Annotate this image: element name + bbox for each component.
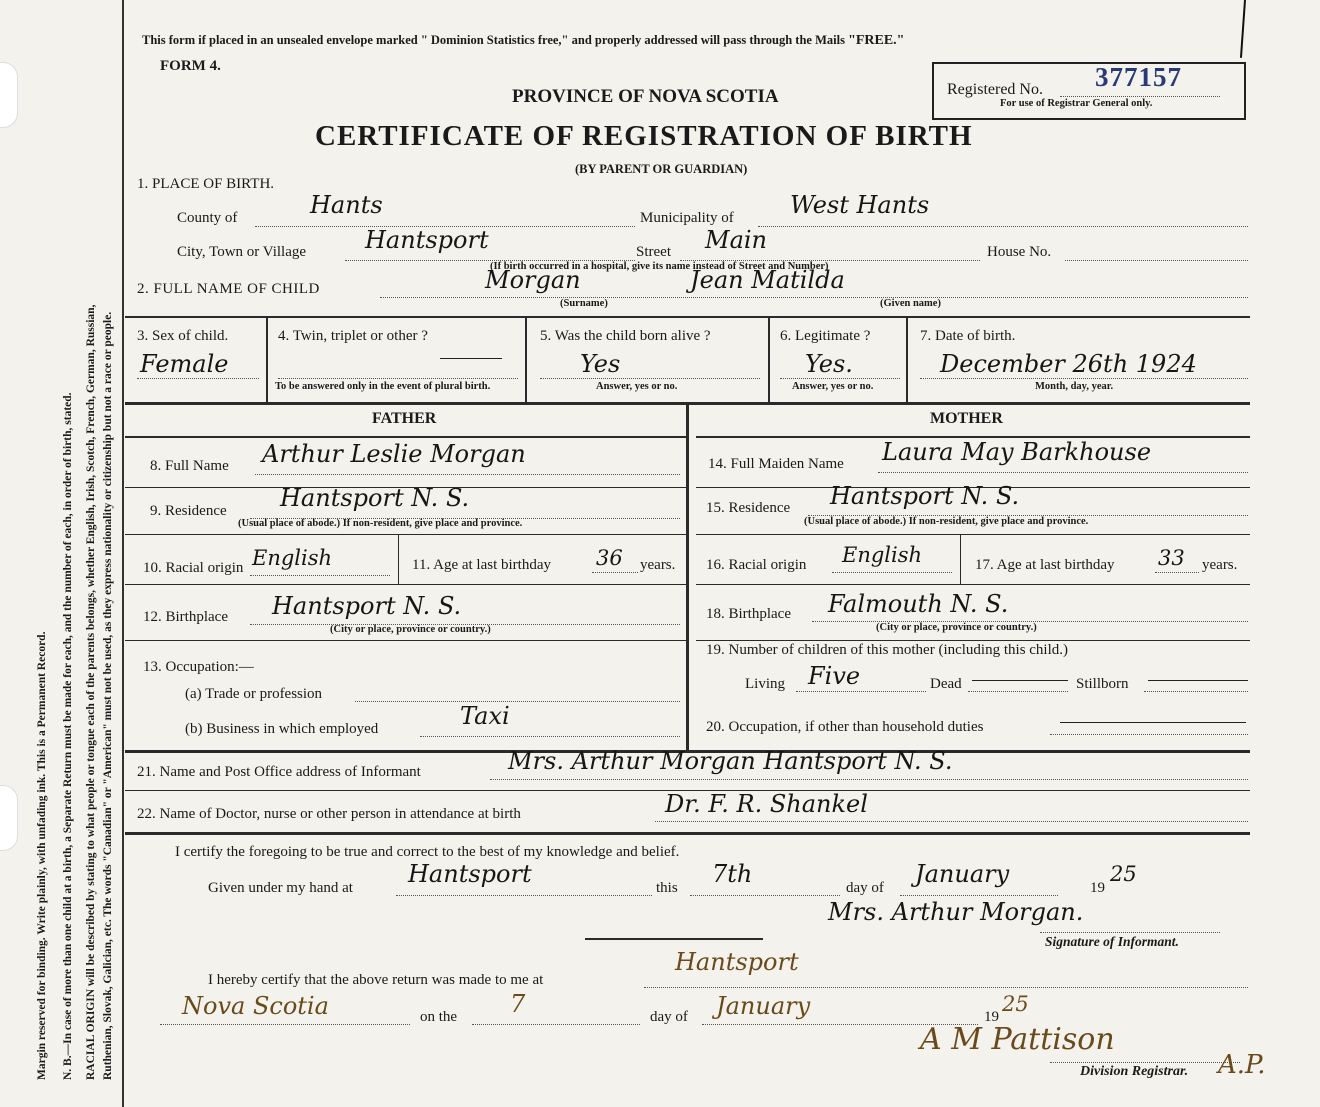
mail-notice: This form if placed in an unsealed envelope marked " Dominion Statistics free," and properly addressed will pass through the Mails "FREE." bbox=[142, 33, 905, 48]
house-number-label: House No. bbox=[987, 244, 1052, 260]
margin-note-racial-origin: RACIAL ORIGIN will be described by stating to what people or tongue each of the parents belongs, whether English, Irish, Scotch, French, German, Russian, bbox=[85, 304, 97, 1080]
father-rule-2 bbox=[125, 534, 686, 535]
legitimate-value: Yes. bbox=[805, 350, 853, 378]
sex-value: Female bbox=[140, 350, 229, 378]
cert-day-line bbox=[690, 895, 840, 896]
dob-label: 7. Date of birth. bbox=[920, 328, 1016, 344]
informant-signature-label: Signature of Informant. bbox=[1045, 934, 1179, 949]
mother-racial-label: 16. Racial origin bbox=[706, 557, 807, 573]
informant-signature: Mrs. Arthur Morgan. bbox=[828, 898, 1084, 926]
mother-residence-note: (Usual place of abode.) If non-resident, give place and province. bbox=[804, 516, 1089, 527]
cert-month-value: January bbox=[915, 860, 1010, 888]
surname-note: (Surname) bbox=[560, 298, 608, 309]
dob-line bbox=[920, 378, 1248, 379]
given-place-line bbox=[396, 895, 652, 896]
municipality-value: West Hants bbox=[790, 191, 930, 219]
margin-note-binding: Margin reserved for binding. Write plainly, with unfading ink. This is a Permanent Record. bbox=[36, 631, 48, 1080]
mother-age-line bbox=[1155, 572, 1199, 573]
twin-line bbox=[278, 378, 518, 379]
pen-mark bbox=[1240, 0, 1246, 58]
father-name-line bbox=[255, 474, 680, 475]
registrar-on-the-label: on the bbox=[420, 1009, 458, 1025]
father-rule-3 bbox=[125, 584, 686, 585]
father-birthplace-label: 12. Birthplace bbox=[143, 609, 228, 625]
street-value: Main bbox=[705, 226, 768, 254]
hospital-note: (If birth occurred in a hospital, give its name instead of Street and Number) bbox=[490, 261, 829, 272]
registrar-province-value: Nova Scotia bbox=[182, 992, 329, 1020]
father-rule-4 bbox=[125, 640, 686, 641]
mother-rule-3 bbox=[696, 584, 1250, 585]
mother-racial-value: English bbox=[842, 543, 923, 567]
twin-dash bbox=[440, 358, 502, 359]
attendant-line bbox=[655, 821, 1248, 822]
dob-value: December 26th 1924 bbox=[940, 350, 1197, 378]
mother-birthplace-value: Falmouth N. S. bbox=[828, 590, 1009, 618]
margin-note-racial-origin-cont: Ruthenian, Slovak, Galician, etc. The words "Canadian" or "American" must not be used, as they express nationality or citizenship but not a race or people. bbox=[102, 311, 114, 1080]
county-value: Hants bbox=[310, 191, 383, 219]
father-residence-value: Hantsport N. S. bbox=[280, 484, 470, 512]
punch-hole-bottom bbox=[0, 785, 18, 851]
alive-line bbox=[540, 378, 760, 379]
mother-rule-2 bbox=[696, 534, 1250, 535]
given-name-note: (Given name) bbox=[880, 298, 941, 309]
cert-month-line bbox=[900, 895, 1058, 896]
registrar-statement: I hereby certify that the above return was made to me at bbox=[208, 972, 544, 988]
registered-label: Registered No. bbox=[947, 81, 1043, 98]
divider-6-7 bbox=[906, 316, 908, 402]
stillborn-dash bbox=[1148, 680, 1248, 681]
dob-note: Month, day, year. bbox=[1035, 381, 1114, 392]
living-label: Living bbox=[745, 676, 785, 692]
father-years-label: years. bbox=[640, 557, 676, 573]
mother-age-value: 33 bbox=[1158, 546, 1185, 570]
city-label: City, Town or Village bbox=[177, 244, 307, 260]
registrar-day-value: 7 bbox=[510, 990, 526, 1018]
municipality-line bbox=[758, 226, 1248, 227]
father-trade-line bbox=[355, 701, 680, 702]
father-trade-label: (a) Trade or profession bbox=[185, 686, 323, 702]
attendant-value: Dr. F. R. Shankel bbox=[665, 790, 868, 818]
alive-value: Yes bbox=[580, 350, 621, 378]
divider-5-6 bbox=[768, 316, 770, 402]
legitimate-label: 6. Legitimate ? bbox=[780, 328, 871, 344]
twin-label: 4. Twin, triplet or other ? bbox=[278, 328, 428, 344]
child-name-label: 2. FULL NAME OF CHILD bbox=[137, 281, 320, 297]
father-birthplace-value: Hantsport N. S. bbox=[272, 592, 462, 620]
mother-occupation-dash bbox=[1060, 722, 1246, 723]
rule-above-child-details bbox=[125, 316, 1250, 318]
father-business-label: (b) Business in which employed bbox=[185, 721, 379, 737]
cert-day-value: 7th bbox=[712, 860, 753, 888]
registrar-year-prefix: 19 bbox=[984, 1009, 999, 1025]
mother-racial-line bbox=[832, 572, 952, 573]
mother-age-label: 17. Age at last birthday bbox=[975, 557, 1115, 573]
registrar-year-suffix: 25 bbox=[1002, 992, 1029, 1016]
father-occupation-label: 13. Occupation:— bbox=[143, 659, 254, 675]
mother-name-value: Laura May Barkhouse bbox=[882, 438, 1152, 466]
page-title: CERTIFICATE OF REGISTRATION OF BIRTH bbox=[315, 120, 973, 152]
dead-dash bbox=[972, 680, 1068, 681]
registrar-day-of-label: day of bbox=[650, 1009, 688, 1025]
attendant-label: 22. Name of Doctor, nurse or other person in attendance at birth bbox=[137, 806, 521, 822]
municipality-label: Municipality of bbox=[640, 210, 734, 226]
dead-label: Dead bbox=[930, 676, 962, 692]
father-age-label: 11. Age at last birthday bbox=[412, 557, 551, 573]
father-residence-label: 9. Residence bbox=[150, 503, 227, 519]
registrar-place-line bbox=[644, 987, 1248, 988]
registrar-note: For use of Registrar General only. bbox=[1000, 98, 1153, 109]
father-racial-label: 10. Racial origin bbox=[143, 560, 244, 576]
form-number: FORM 4. bbox=[160, 58, 221, 74]
mother-residence-value: Hantsport N. S. bbox=[830, 482, 1020, 510]
cert-year-prefix: 19 bbox=[1090, 880, 1105, 896]
father-heading: FATHER bbox=[372, 410, 437, 427]
father-business-line bbox=[420, 736, 680, 737]
informant-signature-line bbox=[1040, 932, 1220, 933]
divider-3-4 bbox=[266, 316, 268, 402]
punch-hole-top bbox=[0, 62, 18, 128]
given-place-value: Hantsport bbox=[408, 860, 532, 888]
mother-residence-label: 15. Residence bbox=[706, 500, 791, 516]
registrar-month-value: January bbox=[716, 992, 811, 1020]
sex-label: 3. Sex of child. bbox=[137, 328, 229, 344]
mother-name-label: 14. Full Maiden Name bbox=[708, 456, 844, 472]
county-label: County of bbox=[177, 210, 238, 226]
divider-4-5 bbox=[525, 316, 527, 402]
father-heading-rule bbox=[125, 436, 686, 438]
mother-racial-age-divider bbox=[960, 534, 961, 584]
informant-line bbox=[490, 779, 1248, 780]
registrar-place-value: Hantsport bbox=[675, 948, 799, 976]
informant-label: 21. Name and Post Office address of Informant bbox=[137, 764, 421, 780]
given-under-label: Given under my hand at bbox=[208, 880, 353, 896]
legitimate-note: Answer, yes or no. bbox=[792, 381, 874, 392]
alive-label: 5. Was the child born alive ? bbox=[540, 328, 711, 344]
father-business-value: Taxi bbox=[460, 702, 510, 730]
informant-value: Mrs. Arthur Morgan Hantsport N. S. bbox=[508, 747, 953, 775]
father-name-value: Arthur Leslie Morgan bbox=[262, 440, 526, 468]
mother-name-line bbox=[878, 472, 1248, 473]
house-number-line bbox=[1065, 260, 1248, 261]
child-given-names-value: Jean Matilda bbox=[690, 266, 845, 294]
margin-note-multiple-births: N. B.—In case of more than one child at a birth, a Separate Return must be made for each, and the number of each, in order of birth, stated. bbox=[62, 392, 74, 1080]
registrar-province-line bbox=[160, 1024, 410, 1025]
mother-occupation-label: 20. Occupation, if other than household duties bbox=[706, 719, 984, 735]
mother-occupation-line bbox=[1050, 734, 1248, 735]
mother-birthplace-label: 18. Birthplace bbox=[706, 606, 791, 622]
cert-day-of-label: day of bbox=[846, 880, 884, 896]
stillborn-label: Stillborn bbox=[1076, 676, 1129, 692]
registered-number: 377157 bbox=[1095, 62, 1182, 92]
registered-number-line bbox=[1060, 96, 1220, 97]
certification-statement: I certify the foregoing to be true and correct to the best of my knowledge and belief. bbox=[175, 844, 680, 860]
legitimate-line bbox=[780, 378, 900, 379]
living-line bbox=[796, 691, 926, 692]
stillborn-line bbox=[1144, 691, 1248, 692]
father-birthplace-note: (City or place, province or country.) bbox=[330, 624, 491, 635]
father-age-line bbox=[592, 572, 638, 573]
mother-children-label: 19. Number of children of this mother (including this child.) bbox=[706, 642, 1069, 658]
mother-heading: MOTHER bbox=[930, 410, 1003, 427]
registrar-title: Division Registrar. bbox=[1080, 1064, 1189, 1079]
dead-line bbox=[968, 691, 1068, 692]
twin-note: To be answered only in the event of plural birth. bbox=[275, 381, 491, 392]
father-racial-value: English bbox=[252, 546, 333, 570]
registrar-initials: A.P. bbox=[1218, 1050, 1266, 1080]
street-label: Street bbox=[636, 244, 671, 260]
living-value: Five bbox=[808, 662, 861, 690]
sex-line bbox=[137, 378, 259, 379]
place-of-birth-heading: 1. PLACE OF BIRTH. bbox=[137, 176, 275, 192]
father-age-value: 36 bbox=[596, 546, 623, 570]
child-name-line bbox=[380, 297, 1248, 298]
cert-this-label: this bbox=[656, 880, 678, 896]
cert-year-suffix: 25 bbox=[1110, 862, 1137, 886]
registrar-signature: A M Pattison bbox=[920, 1022, 1115, 1057]
alive-note: Answer, yes or no. bbox=[596, 381, 678, 392]
registrar-signature-line bbox=[1050, 1062, 1240, 1063]
page-subtitle: (BY PARENT OR GUARDIAN) bbox=[575, 162, 748, 176]
separator-rule bbox=[585, 938, 763, 940]
child-surname-value: Morgan bbox=[485, 266, 581, 294]
province-heading: PROVINCE OF NOVA SCOTIA bbox=[512, 86, 779, 107]
father-racial-age-divider bbox=[398, 534, 399, 584]
rule-below-attendant bbox=[125, 832, 1250, 835]
father-racial-line bbox=[250, 575, 390, 576]
parent-column-divider bbox=[686, 402, 689, 750]
registrar-day-line bbox=[472, 1024, 640, 1025]
mother-years-label: years. bbox=[1202, 557, 1238, 573]
father-name-label: 8. Full Name bbox=[150, 458, 229, 474]
city-value: Hantsport bbox=[365, 226, 489, 254]
mother-rule-4 bbox=[696, 640, 1250, 641]
mother-birthplace-note: (City or place, province or country.) bbox=[876, 622, 1037, 633]
father-residence-note: (Usual place of abode.) If non-resident, give place and province. bbox=[238, 518, 523, 529]
